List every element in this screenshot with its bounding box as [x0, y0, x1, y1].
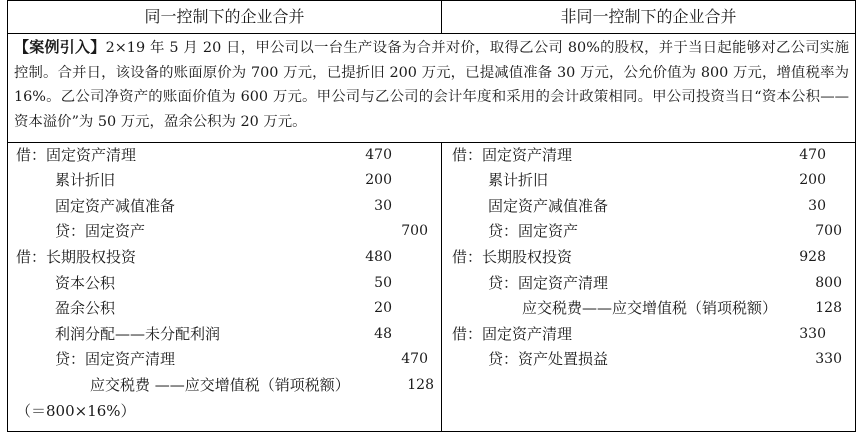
- case-label: 【案例引入】: [14, 38, 106, 56]
- journal-line: 借：长期股权投资: [16, 248, 137, 266]
- journal-line: 贷：固定资产清理: [488, 274, 609, 292]
- journal-line: 借：固定资产清理: [452, 325, 573, 343]
- journal-line: 利润分配——未分配利润: [55, 325, 221, 343]
- journal-line: 贷：固定资产: [55, 222, 146, 240]
- journal-amount: 700: [815, 223, 842, 239]
- header-divider: [7, 33, 856, 34]
- journal-amount: 700: [401, 223, 428, 239]
- journal-line: 贷：固定资产清理: [55, 350, 176, 368]
- journal-line: 盈余公积: [55, 299, 116, 317]
- journal-amount: 30: [374, 198, 392, 214]
- left-column-header: 同一控制下的企业合并: [144, 7, 305, 26]
- journal-line: 应交税费 ——应交增值税（销项税额）: [90, 376, 350, 394]
- journal-amount: 800: [815, 275, 842, 291]
- journal-amount: 470: [401, 351, 428, 367]
- journal-amount: 330: [799, 326, 826, 342]
- journal-amount: 50: [374, 275, 392, 291]
- table-left-border: [7, 0, 8, 432]
- journal-line: 固定资产减值准备: [55, 197, 176, 215]
- journal-line: 累计折旧: [55, 171, 116, 189]
- journal-amount: 470: [365, 147, 392, 163]
- journal-amount: 48: [374, 326, 392, 342]
- journal-line: 贷：资产处置损益: [488, 350, 609, 368]
- journal-amount: 128: [407, 377, 434, 393]
- table-right-border: [855, 0, 856, 432]
- journal-amount: 470: [799, 147, 826, 163]
- case-description: [14, 35, 849, 134]
- journal-line: 借：固定资产清理: [16, 146, 137, 164]
- journal-line: 借：固定资产清理: [452, 146, 573, 164]
- body-column-divider: [441, 142, 442, 432]
- right-column-header: 非同一控制下的企业合并: [560, 7, 737, 26]
- journal-line: 资本公积: [55, 274, 116, 292]
- journal-amount: 128: [815, 300, 842, 316]
- journal-amount: 928: [799, 249, 826, 265]
- journal-amount: 330: [815, 351, 842, 367]
- case-text: 2×19 年 5 月 20 日，甲公司以一台生产设备为合并对价，取得乙公司 80%的股权，并于当日起能够对乙公司实施控制。合并日，该设备的账面原价为 700 万元，已提折旧 200 万元，已提减值准备 30 万元，公允价值为 800 万元，增值税率为 16%。乙公司净资产的账面价值为 600 万元。甲公司与乙公司的会计年度和采用的会计政策相同。甲公司投资当日“资本公积——资本溢价”为 50 万元，盈余公积为 20 万元。: [14, 40, 849, 130]
- journal-amount: 200: [365, 172, 392, 188]
- journal-line: 应交税费——应交增值税（销项税额）: [522, 299, 778, 317]
- journal-amount: 20: [374, 300, 392, 316]
- journal-note: （＝800×16%）: [16, 402, 136, 420]
- journal-line: 贷：固定资产: [488, 222, 579, 240]
- journal-amount: 480: [365, 249, 392, 265]
- journal-amount: 200: [799, 172, 826, 188]
- journal-amount: 30: [808, 198, 826, 214]
- journal-line: 固定资产减值准备: [488, 197, 609, 215]
- table-bottom-border: [7, 431, 856, 432]
- journal-line: 借：长期股权投资: [452, 248, 573, 266]
- journal-line: 累计折旧: [488, 171, 549, 189]
